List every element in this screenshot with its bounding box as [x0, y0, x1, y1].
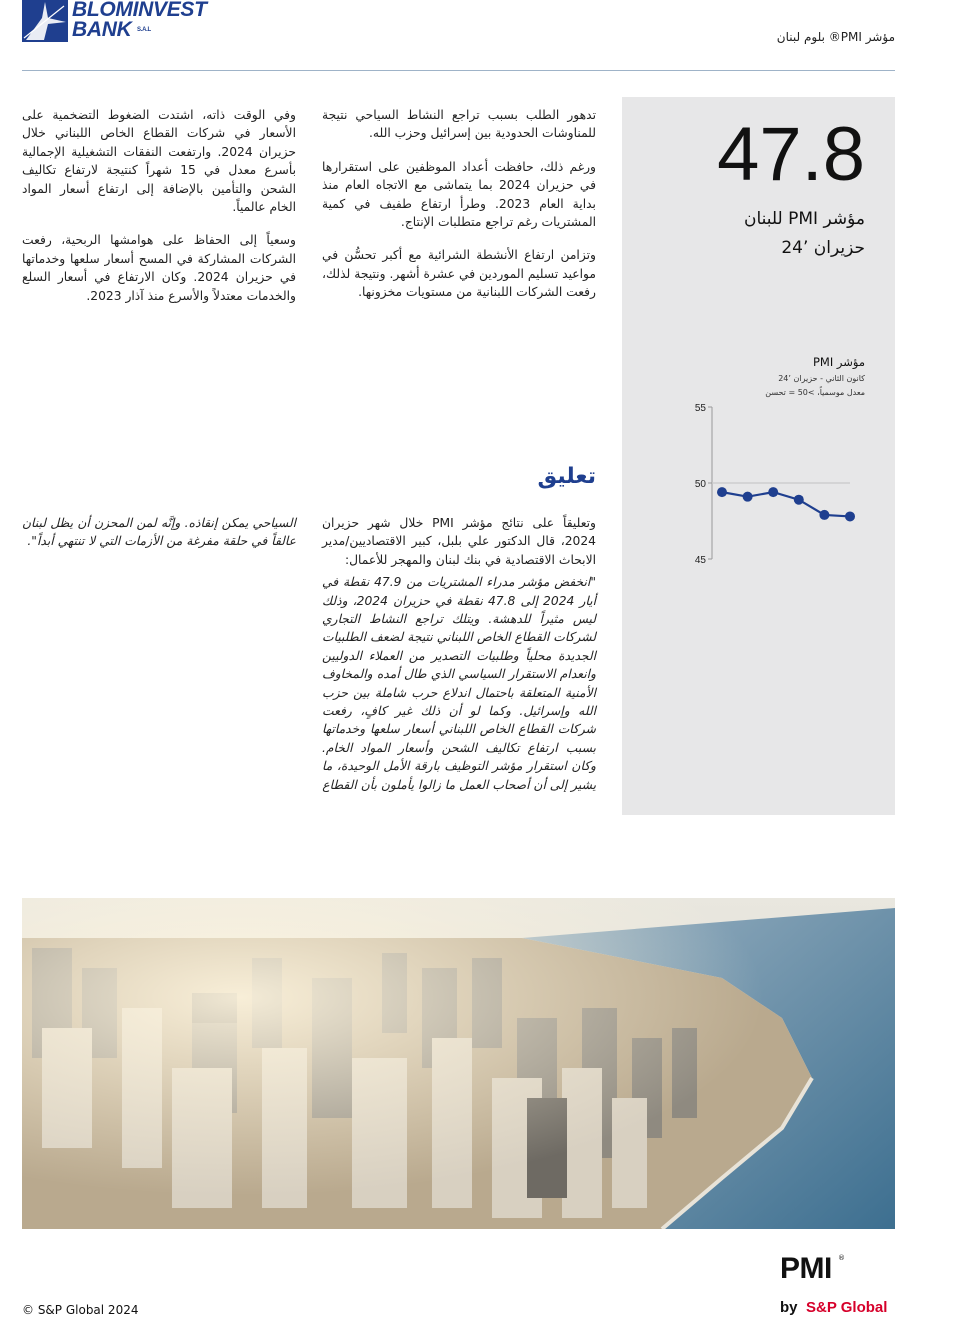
chart-title: مؤشر PMI [813, 355, 865, 369]
chart-data-point [794, 495, 804, 505]
text-column-a [322, 106, 596, 317]
chart-y-tick-label: 45 [694, 555, 706, 566]
city-photo-illustration [22, 898, 895, 1229]
pmi-by-text: by [780, 1299, 798, 1316]
text-column-b [22, 106, 296, 320]
chart-data-point [845, 511, 855, 521]
header-divider [22, 70, 895, 71]
chart-note: معدل موسمياً، >50 = تحسن [765, 388, 865, 397]
paragraph: تدهور الطلب بسبب تراجع النشاط السياحي نتيجة للمناوشات الحدودية بين إسرائيل وحزب الله. [322, 108, 596, 141]
chart-y-tick-label: 50 [694, 479, 706, 490]
headline-label: مؤشر PMI للبنان [744, 209, 865, 229]
comment-intro: وتعليقاً على نتائج مؤشر PMI خلال شهر حزيران 2024، قال الدكتور علي بلبل، كبير الاقتصاديين/مدير الابحاث الاقتصادية في بنك لبنان والمهجر للأعمال: [322, 516, 596, 567]
paragraph: وتزامن ارتفاع الأنشطة الشرائية مع أكبر تحسُّن في مواعيد تسليم الموردين في عشرة أشهر. ونتيجة لذلك، رفعت الشركات اللبنانية من مستويات مخزونها. [322, 248, 596, 300]
blominvest-star-icon [22, 0, 68, 42]
chart-data-point [717, 487, 727, 497]
pmi-line-chart [692, 397, 872, 572]
city-coastline-photo [22, 898, 895, 1229]
pmi-registered-mark: ® [838, 1254, 845, 1262]
comment-continuation-column [22, 514, 296, 566]
chart-series-line [722, 492, 850, 516]
headline-sidebar [622, 97, 895, 815]
logo-line1: BLOMINVEST [72, 0, 207, 21]
comment-quote: "انخفض مؤشر مدراء المشتريات من 47.9 نقطة في أيار 2024 إلى 47.8 نقطة في حزيران 2024، وذلك ليس مثيراً للدهشة. ويتلك تراجع النشاط التجاري لشركات القطاع الخاص اللبناني نتيجة لضعف الطلبيات الجديدة محلياً وطلبيات التصدير من العملاء الدوليين وانعدام الاستقرار السياسي الذي طال أمده والمخاوف الأمنية المتعلقة باحتمال اندلاع حرب شاملة بين حزب الله وإسرائيل. وكما لو أن ذلك غير كافٍ، رفعت شركات القطاع الخاص اللبناني أسعار سلعها وخدماتها بسبب ارتفاع تكاليف الشحن وأسعار المواد الخام. وكان استقرار مؤشر التوظيف بارقة الأمل الوحيدة، ما يشير إلى أن أصحاب العمل ما زالوا يأملون بأن القطاع [322, 575, 597, 792]
headline-pmi-value: 47.8 [717, 112, 865, 197]
logo-wordmark [72, 0, 207, 40]
chart-y-tick-label: 55 [694, 403, 706, 414]
chart-data-point [743, 492, 753, 502]
pmi-wordmark: PMI [780, 1252, 832, 1285]
paragraph: ورغم ذلك، حافظت أعداد الموظفين على استقرارها في حزيران 2024 بما يتماشى مع الاتجاه العام منذ بداية العام 2023. وطرأ ارتفاع طفيف في كمية المشتريات رغم تراجع متطلبات الإنتاج. [322, 159, 596, 230]
pmi-sp-global-logo [780, 1252, 900, 1322]
chart-subtitle: كانون الثاني - حزيران ’24 [778, 374, 865, 383]
chart-data-point [819, 510, 829, 520]
comment-column [322, 514, 596, 809]
blominvest-logo [22, 0, 232, 46]
comment-continuation: السياحي يمكن إنقاذه. وإنَّه لمن المحزن أن يظل لبنان عالقاً في حلقة مفرغة من الأزمات التي لا تنتهي أبداً". [22, 516, 296, 549]
logo-suffix: S.A.L [137, 27, 151, 33]
header-title: مؤشر PMI® بلوم لبنان [776, 30, 895, 44]
paragraph: وفي الوقت ذاته، اشتدت الضغوط التضخمية على الأسعار في شركات القطاع الخاص اللبناني خلال حزيران 2024. وارتفعت النفقات التشغيلية الإجمالية بأسرع معدل في 15 شهراً كنتيجة لارتفاع تكاليف الشحن والتأمين بالإضافة إلى ارتفاع أسعار المواد الخام عالمياً. [22, 108, 296, 215]
paragraph: وسعياً إلى الحفاظ على هوامشها الربحية، رفعت الشركات المشاركة في المسح أسعار سلعها وخدماتها في حزيران 2024. وكان الارتفاع في أسعار السلع والخدمات معتدلاً والأسرع منذ آذار 2023. [22, 233, 296, 303]
footer-copyright: © S&P Global 2024 [22, 1303, 139, 1317]
comment-heading: تعليق [537, 464, 596, 489]
logo-line2: BANK [72, 18, 132, 41]
sp-global-wordmark: S&P Global [806, 1299, 888, 1316]
headline-period: حزيران ’24 [781, 238, 865, 258]
chart-data-point [768, 487, 778, 497]
